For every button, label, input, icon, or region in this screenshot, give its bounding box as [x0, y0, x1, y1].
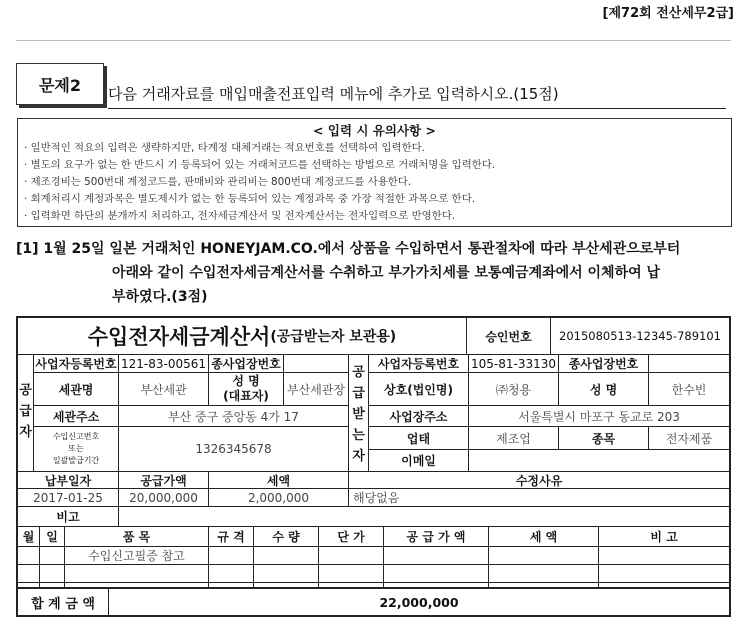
buyer-address: 서울특별시 마포구 동교로 203 — [518, 409, 680, 424]
buyer-address-label: 사업장주소 — [389, 409, 448, 424]
notice-box — [17, 118, 732, 227]
import-no-label-3: 일괄발급기간 — [52, 456, 100, 465]
payment-date-label: 납부일자 — [44, 473, 92, 488]
question-underline — [108, 108, 726, 109]
buyer-branch-no — [649, 355, 729, 372]
total-label: 합 계 금 액 — [31, 596, 95, 612]
email-value — [469, 450, 729, 471]
buyer-name-label: 상호(법인명) — [384, 382, 453, 397]
customs-name-label: 세관명 — [58, 382, 94, 397]
buyer-branch-label: 종사업장번호 — [568, 357, 639, 371]
business-type-label: 업태 — [406, 431, 431, 446]
buyer-side-label: 공 급 받 는 자 — [352, 364, 365, 464]
revision-reason: 해당없음 — [353, 491, 400, 505]
col-item: 품 목 — [122, 530, 151, 544]
import-no-label-1: 수입신고번호 — [52, 432, 100, 441]
top-divider — [16, 40, 731, 41]
notice-item: · 제조경비는 500번대 계정코드를, 판매비와 관리비는 800번대 계정코드를 사용한다. — [24, 176, 412, 188]
supply-amount: 20,000,000 — [129, 490, 198, 505]
supplier-branch-no — [284, 355, 348, 372]
import-number: 1326345678 — [195, 442, 272, 456]
business-item-label: 종목 — [591, 431, 616, 446]
col-unit-price: 단 가 — [337, 530, 365, 544]
col-quantity: 수 량 — [272, 530, 300, 544]
buyer-name: ㈜청용 — [495, 382, 532, 397]
customs-name: 부산세관 — [140, 382, 187, 397]
problem-line-3: 부하였다.(3점) — [112, 289, 208, 305]
invoice-title — [18, 318, 466, 354]
question-number-box: 문제2 — [16, 63, 104, 105]
supplier-branch-label: 종사업장번호 — [211, 357, 281, 371]
invoice-subtitle: (공급받는자 보관용) — [270, 329, 397, 345]
business-item: 전자제품 — [665, 431, 713, 446]
exam-label: [제72회 전산세무2급] — [602, 6, 734, 21]
customs-rep-label — [209, 373, 283, 405]
import-tax-invoice — [16, 316, 731, 616]
col-supply-amount: 공 급 가 액 — [406, 530, 466, 544]
col-note: 비 고 — [650, 530, 678, 544]
buyer-reg-no: 105-81-33130 — [470, 356, 556, 371]
revision-reason-label: 수정사유 — [515, 473, 563, 488]
customs-rep: 부산세관장 — [287, 382, 345, 397]
col-spec: 규 격 — [217, 530, 245, 544]
rep-label: 성 명 — [232, 374, 260, 388]
supplier-side-label: 공 급 자 — [19, 382, 32, 440]
buyer-rep: 한수빈 — [671, 382, 707, 397]
buyer-reg-label: 사업자등록번호 — [377, 357, 460, 371]
question-title: 다음 거래자료를 매입매출전표입력 메뉴에 추가로 입력하시오.(15점) — [108, 85, 559, 103]
rep-label-sub: (대표자) — [223, 389, 269, 403]
problem-line-1: [1] 1월 25일 일본 거래처인 HONEYJAM.CO.에서 상품을 수입하면서 통관절차에 따라 부산세관으로부터 — [16, 241, 681, 257]
notice-item: · 별도의 요구가 없는 한 반드시 기 등록되어 있는 거래처코드를 선택하는 방법으로 거래처명을 입력한다. — [24, 159, 496, 171]
notice-item: · 일반적인 적요의 입력은 생략하지만, 타계정 대체거래는 적요번호를 선택하여 입력한다. — [24, 142, 425, 154]
notice-header: < 입력 시 유의사항 > — [313, 123, 436, 138]
payment-date: 2017-01-25 — [33, 490, 103, 505]
col-month: 월 — [22, 530, 35, 544]
col-tax: 세 액 — [529, 530, 558, 544]
supplier-reg-no: 121-83-00561 — [120, 356, 206, 371]
buyer-rep-label: 성 명 — [589, 382, 618, 397]
problem-line-2: 아래와 같이 수입전자세금계산서를 수취하고 부가가치세를 보통예금계좌에서 이체하여 납 — [112, 265, 661, 281]
import-no-label-2: 또는 — [68, 444, 84, 453]
email-label: 이메일 — [401, 454, 436, 468]
supplier-reg-label: 사업자등록번호 — [35, 357, 117, 371]
tax-amount-label: 세액 — [266, 473, 291, 488]
total-amount: 22,000,000 — [379, 594, 459, 610]
tax-amount: 2,000,000 — [247, 490, 310, 505]
note-label: 비고 — [56, 510, 80, 524]
notice-item: · 입력화면 하단의 분개까지 처리하고, 전자세금계산서 및 전자계산서는 전자입력으로 반영한다. — [24, 210, 456, 222]
approval-label: 승인번호 — [485, 329, 532, 344]
import-no-label — [34, 427, 118, 471]
invoice-title-main: 수입전자세금계산서 — [87, 325, 271, 349]
approval-number: 2015080513-12345-789101 — [559, 329, 721, 343]
item-name: 수입신고필증 참고 — [88, 549, 185, 563]
col-day: 일 — [46, 530, 58, 544]
supply-amount-label: 공급가액 — [140, 473, 187, 488]
customs-address-label: 세관주소 — [52, 409, 100, 424]
business-type: 제조업 — [496, 431, 531, 446]
customs-address: 부산 중구 중앙동 4가 17 — [168, 409, 299, 424]
notice-item: · 회계처리시 계정과목은 별도제시가 없는 한 등록되어 있는 계정과목 중 가장 적절한 과목으로 한다. — [24, 193, 476, 205]
